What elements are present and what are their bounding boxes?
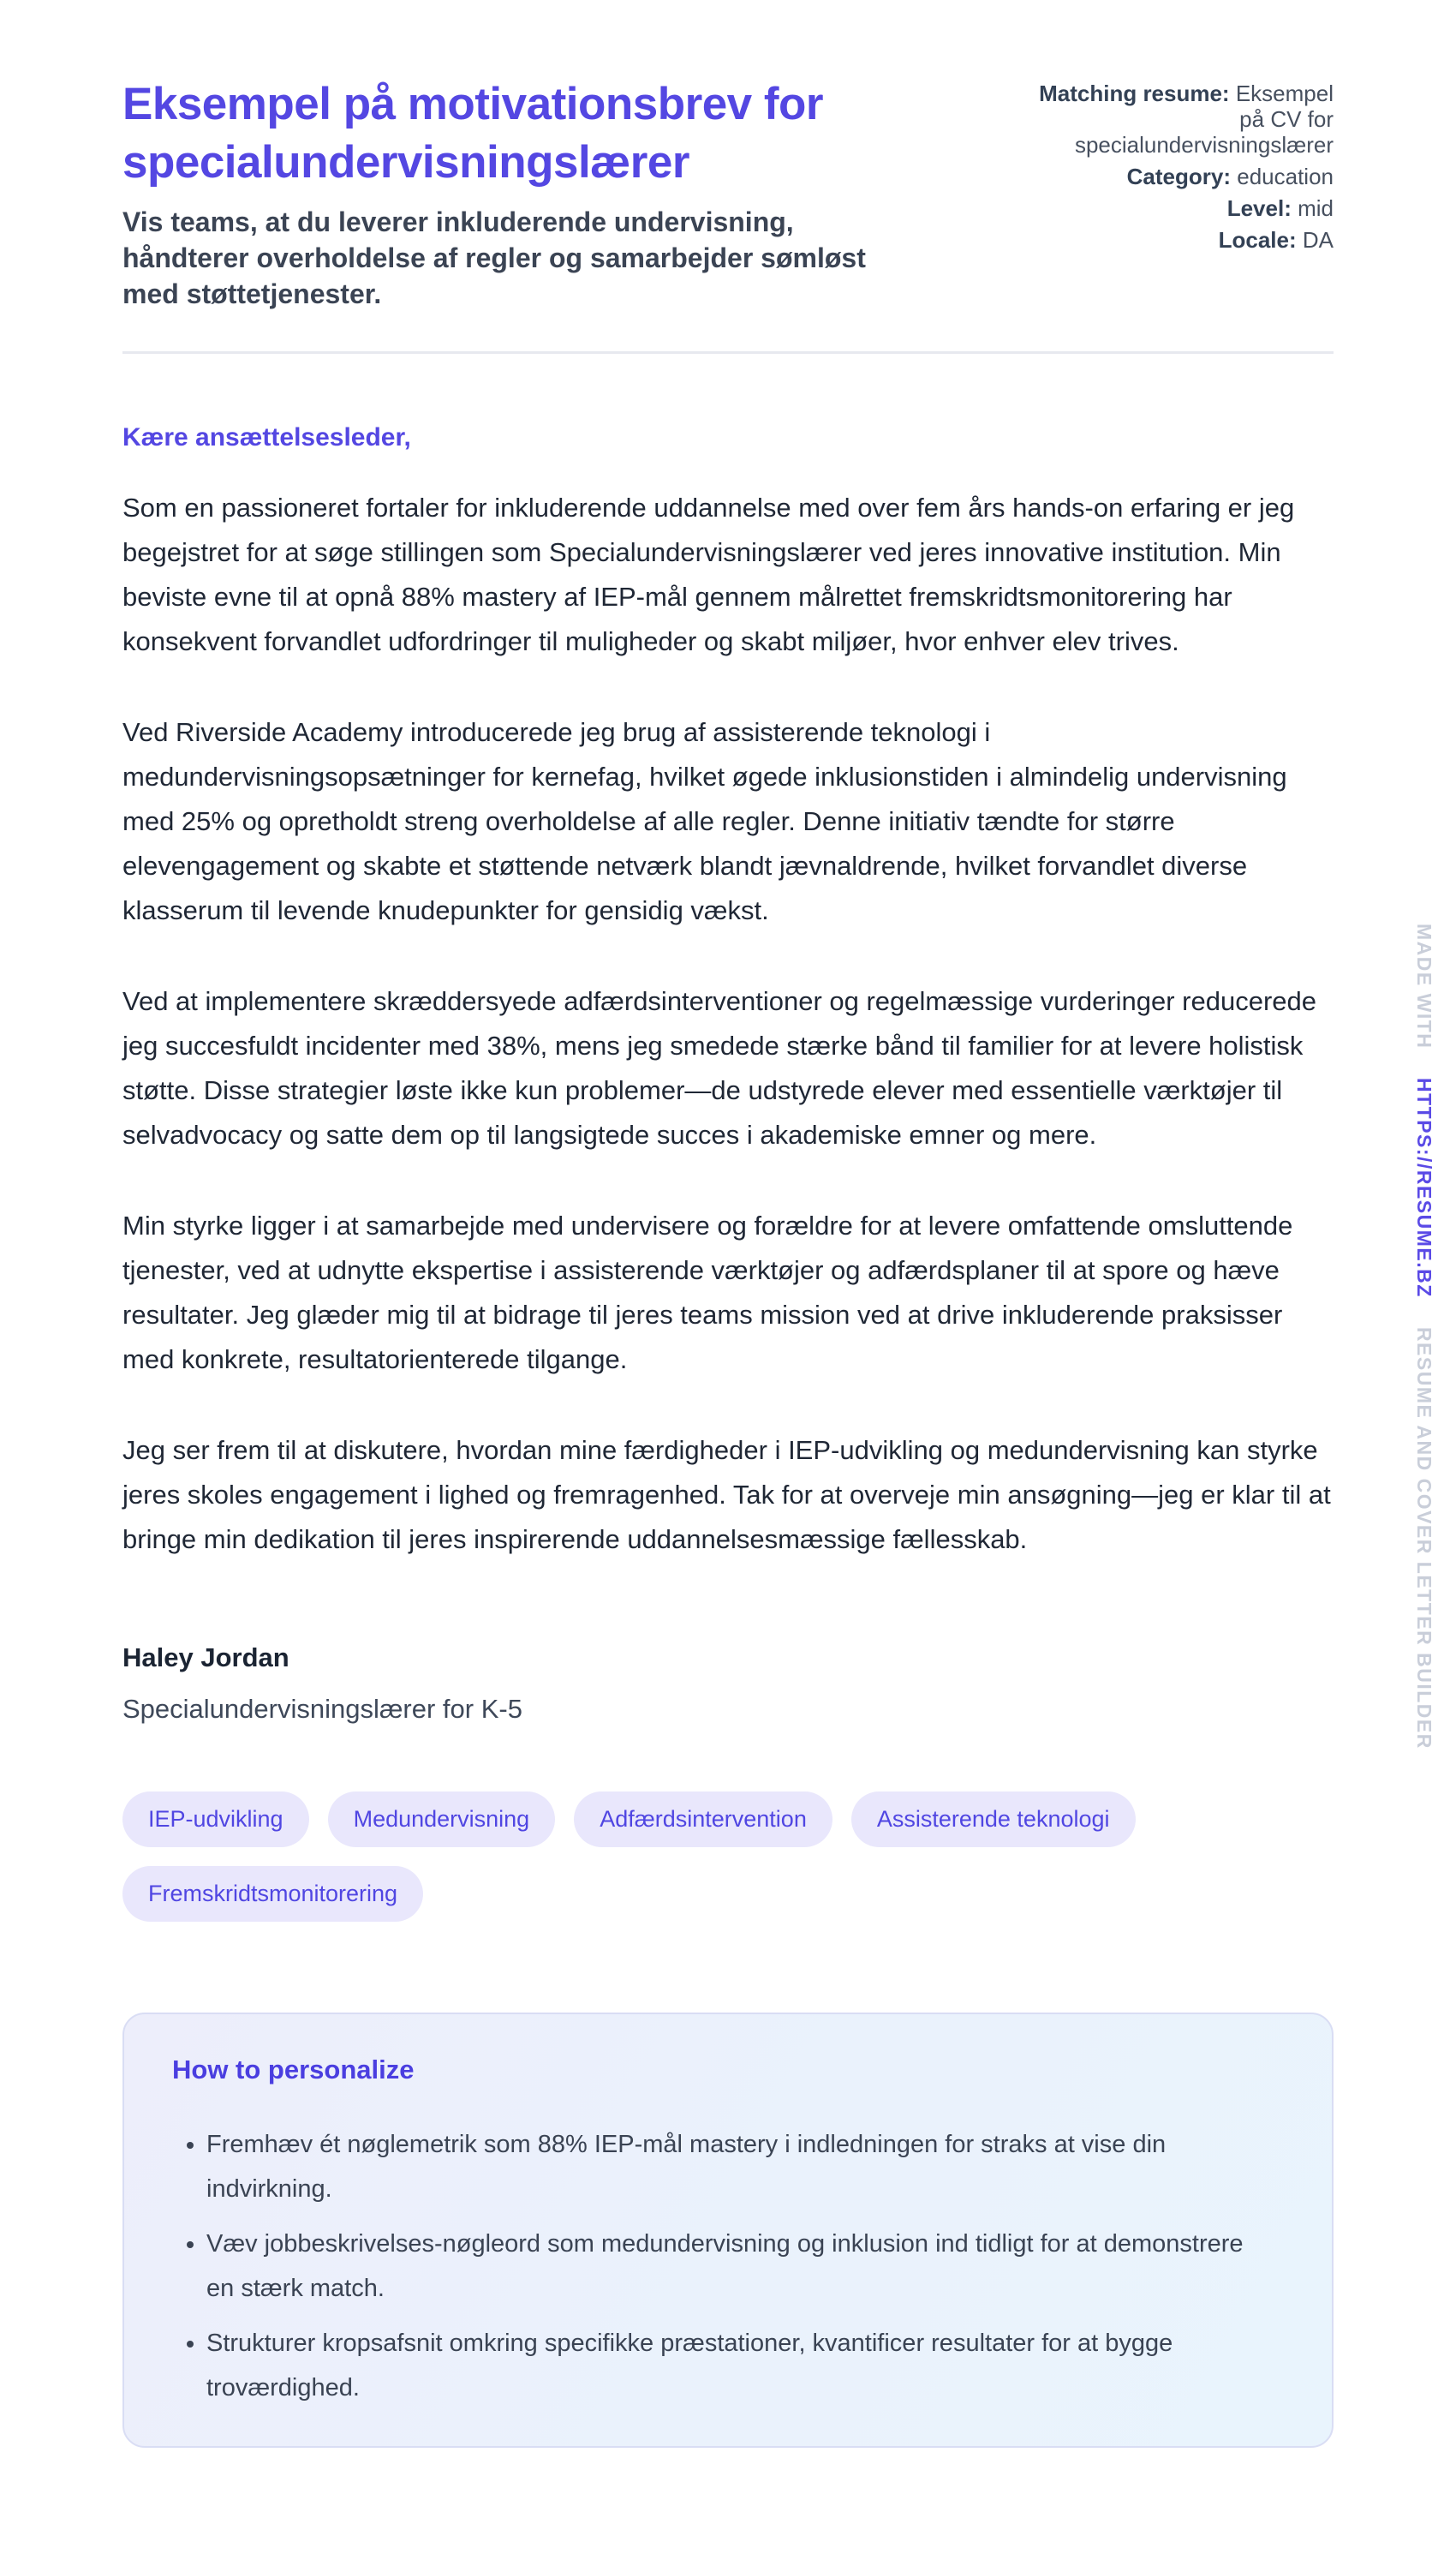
personalize-box (122, 2013, 1334, 2448)
watermark-resume-bz-link[interactable]: HTTPS://RESUME.BZ (1413, 1078, 1435, 1299)
meta-panel (1034, 75, 1334, 259)
signature-role: Specialundervisningslærer for K-5 (122, 1694, 522, 1724)
meta-matching-resume-value: Eksempel på CV for specialundervisningslærer (1074, 81, 1334, 158)
personalize-title: How to personalize (172, 2055, 415, 2084)
meta-category-value: education (1237, 164, 1334, 189)
letter-body (122, 422, 1334, 2448)
tag-chip-adfaerdsintervention: Adfærdsintervention (574, 1791, 832, 1847)
letter-paragraphs (122, 486, 1334, 1562)
meta-level-value: mid (1298, 195, 1334, 221)
meta-locale-label: Locale: (1218, 227, 1297, 253)
header-divider (122, 351, 1334, 354)
signature-name: Haley Jordan (122, 1642, 289, 1672)
tag-chip-assisterende-teknologi: Assisterende teknologi (851, 1791, 1136, 1847)
personalize-item-2: • Væv jobbeskrivelses-nøgleord som medundervisning og inklusion ind tidligt for at demonstrere en stærk match. (206, 2222, 1277, 2311)
letter-paragraph-5: Jeg ser frem til at diskutere, hvordan mine færdigheder i IEP-udvikling og medundervisning kan styrke jeres skoles engagement i lighed og fremragenhed. Tak for at overveje min ansøgning—jeg er klar til at bringe min dedikation til jeres inspirerende uddannelsesmæssige fællesskab. (122, 1435, 1331, 1554)
letter-paragraph-4: Min styrke ligger i at samarbejde med undervisere og forældre for at levere omfattende omsluttende tjenester, ved at udnytte ekspertise i assisterende værktøjer og adfærdsplaner til at spore og hæve resultater. Jeg glæder mig til at bidrage til jeres teams mission ved at drive inkluderende praksisser med konkrete, resultatorienterede tilgange. (122, 1211, 1293, 1374)
meta-matching-resume-label: Matching resume: (1039, 81, 1230, 106)
letter-paragraph-3: Ved at implementere skræddersyede adfærdsinterventioner og regelmæssige vurderinger reducerede jeg succesfuldt incidenter med 38%, mens jeg smedede stærke bånd til familier for at levere holistisk støtte. Disse strategier løste ikke kun problemer—de udstyrede elever med essentielle værktøjer til selvadvocacy og satte dem op til langsigtede succes i akademiske emner og mere. (122, 986, 1317, 1150)
personalize-item-1: • Fremhæv ét nøglemetrik som 88% IEP-mål mastery i indledningen for straks at vise din indvirkning. (206, 2122, 1277, 2211)
tag-list (122, 1791, 1202, 1922)
meta-category-label: Category: (1126, 164, 1231, 189)
tag-chip-iep-udvikling: IEP-udvikling (122, 1791, 309, 1847)
personalize-list (172, 2122, 1284, 2410)
personalize-item-3: • Strukturer kropsafsnit omkring specifikke præstationer, kvantificer resultater for at bygge troværdighed. (206, 2321, 1277, 2410)
header (122, 75, 1334, 312)
meta-locale-value: DA (1302, 227, 1334, 253)
letter-paragraph-1: Som en passioneret fortaler for inkluderende uddannelse med over fem års hands-on erfaring er jeg begejstret for at søge stillingen som Specialundervisningslærer ved jeres innovative institution. Min beviste evne til at opnå 88% mastery af IEP-mål gennem målrettet fremskridtsmonitorering har konsekvent forvandlet udfordringer til muligheder og skabt miljøer, hvor enhver elev trives. (122, 493, 1295, 656)
letter-paragraph-2: Ved Riverside Academy introducerede jeg brug af assisterende teknologi i medundervisningsopsætninger for kernefag, hvilket øgede inklusionstiden i almindelig undervisning med 25% og opretholdt streng overholdelse af alle regler. Denne initiativ tændte for større elevengagement og skabte et støttende netværk blandt jævnaldrende, hvilket forvandlet diverse klasserum til levende knudepunkter for gensidig vækst. (122, 717, 1287, 925)
watermark-made-with-label: MADE WITH (1413, 924, 1435, 1050)
watermark-vertical (1412, 924, 1435, 1750)
meta-matching-resume (1034, 81, 1334, 158)
meta-category (1034, 164, 1334, 189)
page-subtitle: Vis teams, at du leverer inkluderende undervisning, håndterer overholdelse af regler og samarbejder sømløst med støttetjenester. (122, 206, 866, 309)
letter-greeting: Kære ansættelsesleder, (122, 423, 411, 452)
page-title: Eksempel på motivationsbrev for specialundervisningslærer (122, 79, 824, 188)
meta-level (1034, 195, 1334, 221)
header-left (122, 75, 962, 312)
watermark-builder-label: RESUME AND COVER LETTER BUILDER (1413, 1326, 1435, 1750)
meta-level-label: Level: (1226, 195, 1292, 221)
meta-locale (1034, 227, 1334, 253)
content (122, 0, 1334, 2448)
tag-chip-fremskridtsmonitorering: Fremskridtsmonitorering (122, 1866, 423, 1922)
tag-chip-medundervisning: Medundervisning (328, 1791, 556, 1847)
